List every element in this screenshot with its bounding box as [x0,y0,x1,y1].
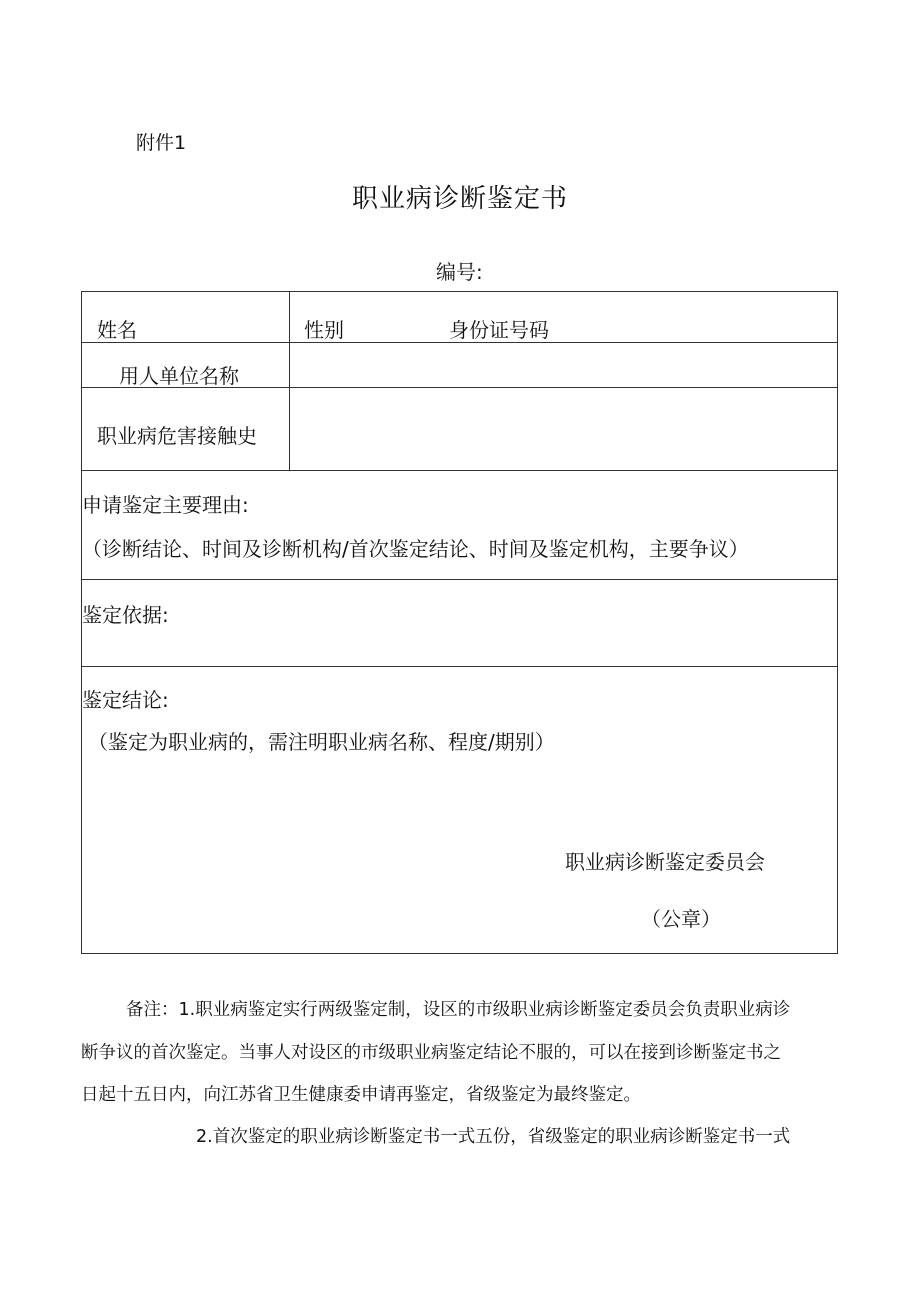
row-divider [82,579,837,580]
name-label: 姓名 [97,318,137,342]
appraisal-form-table [81,291,838,954]
conclusion-hint: （鉴定为职业病的，需注明职业病名称、程度/期别） [88,730,555,754]
employer-label: 用人单位名称 [119,364,239,388]
id-number-label: 身份证号码 [449,318,549,342]
gender-label: 性别 [304,318,344,342]
reason-hint: （诊断结论、时间及诊断机构/首次鉴定结论、时间及鉴定机构，主要争议） [82,537,749,561]
conclusion-label: 鉴定结论: [82,688,169,712]
reason-label: 申请鉴定主要理由: [82,493,249,517]
note-line-1: 备注：1.职业病鉴定实行两级鉴定制，设区的市级职业病诊断鉴定委员会负责职业病诊 [126,1000,791,1020]
row-divider [82,470,837,471]
committee-name: 职业病诊断鉴定委员会 [565,850,765,874]
basis-label: 鉴定依据: [82,603,169,627]
column-divider [289,292,290,470]
note-line-3: 日起十五日内，向江苏省卫生健康委申请再鉴定，省级鉴定为最终鉴定。 [81,1085,641,1105]
exposure-history-label: 职业病危害接触史 [97,424,257,448]
note-line-4: 2.首次鉴定的职业病诊断鉴定书一式五份，省级鉴定的职业病诊断鉴定书一式 [196,1127,791,1147]
exposure-history-value-field[interactable] [298,392,828,466]
row-divider [82,666,837,667]
note-line-2: 断争议的首次鉴定。当事人对设区的市级职业病鉴定结论不服的，可以在接到诊断鉴定书之 [81,1043,781,1063]
serial-number-label: 编号: [436,260,483,284]
document-title: 职业病诊断鉴定书 [351,184,568,214]
attachment-label: 附件1 [136,132,187,154]
official-seal-label: （公章） [641,907,721,931]
employer-value-field[interactable] [298,346,828,384]
